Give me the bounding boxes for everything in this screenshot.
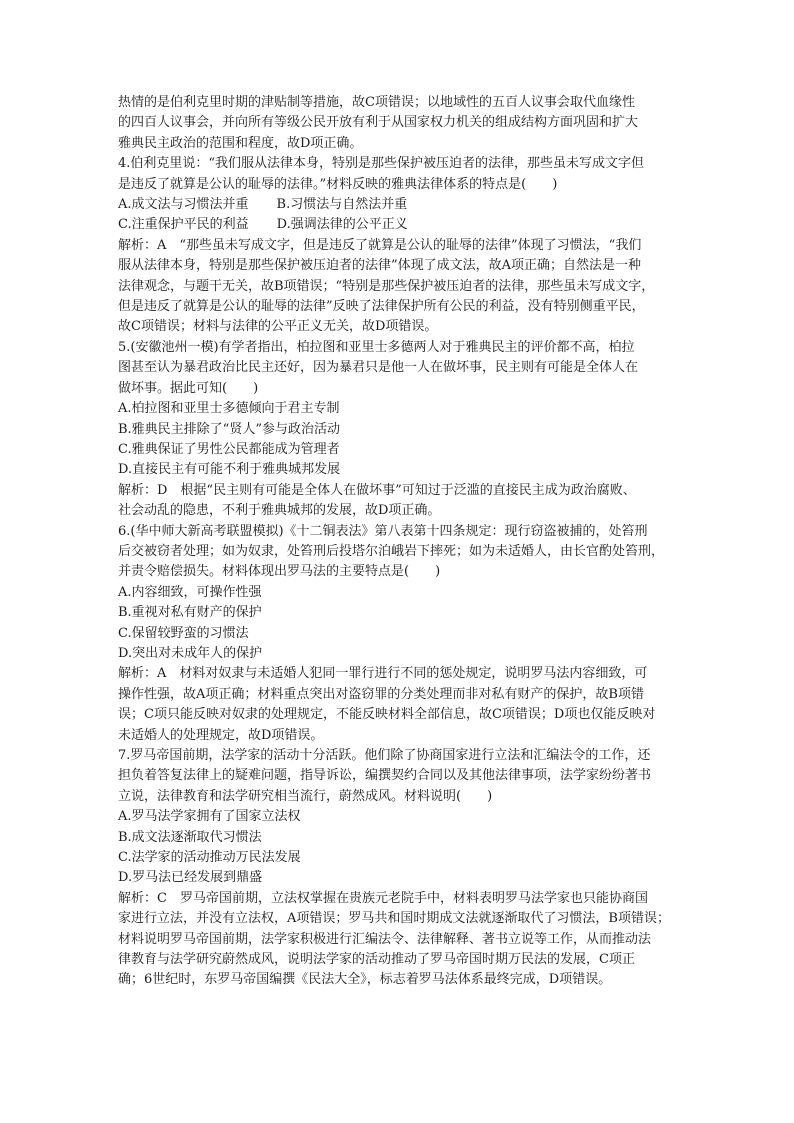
question-stem: 5.(安徽池州一模)有学者指出，柏拉图和亚里士多德两人对于雅典民主的评价都不高，柏拉: [118, 339, 635, 355]
question-6: [118, 522, 678, 746]
option-a: A.柏拉图和亚里士多德倾向于君主专制: [118, 401, 340, 417]
option-a: A.成文法与习惯法并重: [118, 197, 249, 213]
question-stem: 立说，法律教育和法学研究相当流行，蔚然成风。材料说明( ): [118, 788, 493, 804]
analysis-line: 材料说明罗马帝国前期，法学家积极进行汇编法令、法律解释、著书立说等工作，从而推动法: [118, 931, 652, 947]
option-b: B.成文法逐渐取代习惯法: [118, 829, 262, 845]
text-line: 雅典民主政治的范围和程度，故D项正确。: [118, 135, 363, 151]
option-c: C.保留较野蛮的习惯法: [118, 625, 249, 641]
option-b: B.习惯法与自然法并重: [276, 197, 408, 213]
question-4: [118, 154, 678, 338]
question-stem: 做坏事。据此可知( ): [118, 380, 259, 396]
analysis-line: 解析：C 罗马帝国前期，立法权掌握在贵族元老院手中，材料表明罗马法学家也只能协商国: [118, 890, 648, 906]
intro-paragraph: [118, 93, 678, 154]
option-d: D.罗马法已经发展到鼎盛: [118, 870, 263, 886]
question-7: [118, 746, 678, 991]
question-stem: 4.伯利克里说：“我们服从法律本身，特别是那些保护被压迫者的法律，那些虽未写成文字但: [118, 156, 645, 172]
option-d: D.强调法律的公平正义: [276, 217, 408, 233]
option-d: D.直接民主有可能不利于雅典城邦发展: [118, 462, 341, 478]
question-stem: 7.罗马帝国前期，法学家的活动十分活跃。他们除了协商国家进行立法和汇编法令的工作，还: [118, 748, 651, 763]
analysis-line: 操作性强，故A项正确；材料重点突出对盗窃罪的分类处理而非对私有财产的保护，故B项错: [118, 686, 644, 702]
analysis-line: 解析：D 根据“民主则有可能是全体人在做坏事”可知过于泛滥的直接民主成为政治腐败、: [118, 482, 636, 498]
option-c: C.雅典保证了男性公民都能成为管理者: [118, 441, 340, 457]
analysis-line: 未适婚人的处理规定，故D项错误。: [118, 727, 324, 743]
option-a: A.罗马法学家拥有了国家立法权: [118, 809, 301, 825]
option-b: B.雅典民主排除了“贤人”参与政治活动: [118, 421, 340, 437]
analysis-line: 律教育与法学研究蔚然成风，说明法学家的活动推动了罗马帝国时期万民法的发展，C项正: [118, 952, 635, 968]
text-line: 热情的是伯利克里时期的津贴制等措施，故C项错误；以地域性的五百人议事会取代血缘性: [118, 95, 635, 110]
text-line: 的四百人议事会，并向所有等级公民开放有利于从国家权力机关的组成结构方面巩固和扩大: [118, 115, 639, 131]
analysis-line: 解析：A 材料对奴隶与未适婚人犯同一罪行进行不同的惩处规定，说明罗马法内容细致，可: [118, 666, 648, 682]
option-d: D.突出对未成年人的保护: [118, 645, 263, 661]
option-b: B.重视对私有财产的保护: [118, 605, 262, 621]
question-stem: 担负着答复法律上的疑难问题，指导诉讼，编撰契约合同以及其他法律事项，法学家纷纷著书: [118, 768, 652, 784]
option-c: C.法学家的活动推动万民法发展: [118, 850, 301, 866]
question-stem: 并责令赔偿损失。材料体现出罗马法的主要特点是( ): [118, 564, 441, 580]
question-5: [118, 338, 678, 522]
analysis-line: 法律观念，与题干无关，故B项错误；“特别是那些保护被压迫者的法律，那些虽未写成文字，: [118, 278, 655, 294]
analysis-line: 误；C项只能反映对奴隶的处理规定，不能反映材料全部信息，故C项错误；D项也仅能反映对: [118, 707, 656, 723]
analysis-line: 故C项错误；材料与法律的公平正义无关，故D项错误。: [118, 319, 438, 335]
analysis-line: 但是违反了就算是公认的耻辱的法律”反映了法律保护所有公民的利益，没有特别侧重平民，: [118, 299, 645, 315]
analysis-line: 解析：A “那些虽未写成文字，但是违反了就算是公认的耻辱的法律”体现了习惯法，“我们: [118, 237, 642, 253]
question-stem: 图甚至认为暴君政治比民主还好，因为暴君只是他一人在做坏事，民主则有可能是全体人在: [118, 360, 639, 376]
question-stem: 后交被窃者处理；如为奴隶，处笞刑后投塔尔泊峨岩下摔死；如为未适婚人，由长官酌处笞刑，: [118, 543, 665, 559]
option-row: [118, 215, 678, 235]
question-stem: 6.(华中师大新高考联盟模拟)《十二铜表法》第八表第十四条规定：现行窃盗被捕的，处笞刑: [118, 523, 648, 539]
option-c: C.注重保护平民的利益: [118, 217, 249, 233]
analysis-line: 服从法律本身，特别是那些保护被压迫者的法律”体现了成文法，故A项正确；自然法是一种: [118, 258, 642, 274]
option-row: [118, 195, 678, 215]
question-stem: 是违反了就算是公认的耻辱的法律。”材料反映的雅典法律体系的特点是( ): [118, 176, 558, 192]
analysis-line: 社会动乱的隐患，不利于雅典城邦的发展，故D项正确。: [118, 503, 441, 519]
analysis-line: 家进行立法，并没有立法权，A项错误；罗马共和国时期成文法就逐渐取代了习惯法，B项错误；: [118, 911, 670, 927]
analysis-line: 确；6世纪时，东罗马帝国编撰《民法大全》，标志着罗马法体系最终完成，D项错误。: [118, 972, 612, 988]
document-page: [118, 93, 678, 991]
option-a: A.内容细致，可操作性强: [118, 584, 262, 600]
